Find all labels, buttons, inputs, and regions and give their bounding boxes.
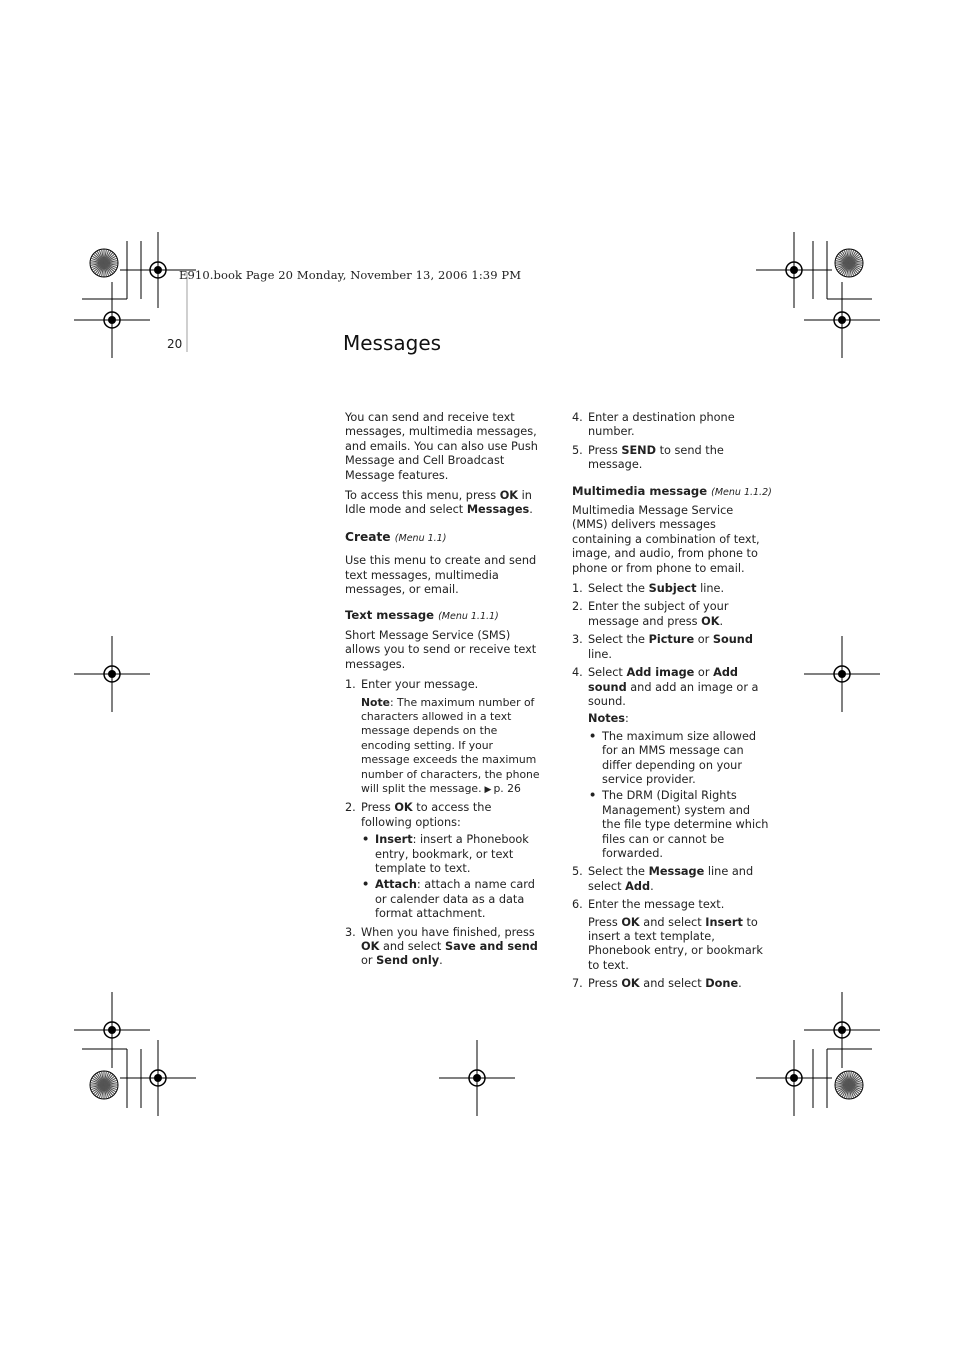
registration-dot [154, 266, 162, 274]
text: When you have finished, press [361, 925, 535, 939]
registration-dot [108, 1026, 116, 1034]
intro-paragraph: You can send and receive text messages, multimedia messages, and emails. You can also use Push Message and Cell Broadcast Message features. [345, 411, 538, 482]
text: and select [639, 977, 706, 991]
menu-messages: Messages [466, 503, 530, 517]
text: . [738, 977, 742, 991]
step-number: 3. [345, 925, 356, 939]
note-text: : The maximum number of characters allowed in a text message depends on the encoding setting. If your message exceeds the maximum number of characters, the phone will split the message. [361, 695, 540, 795]
text: to access the following options: [361, 801, 492, 829]
option-send-only: Send only [376, 954, 440, 968]
option-add: Add [625, 879, 651, 893]
text: Select [588, 666, 627, 680]
menu-ref: (Menu 1.1) [394, 532, 447, 544]
text: and add an image or a sound. [588, 680, 759, 708]
text: Press [361, 801, 395, 815]
option-done: Done [705, 977, 739, 991]
option-add-image: Add image [626, 666, 695, 680]
field-sound: Sound [712, 633, 753, 647]
step-item [572, 582, 772, 596]
text-message-steps [345, 678, 543, 969]
text: Press [588, 443, 622, 457]
step-item [572, 898, 772, 973]
key-ok: OK [361, 940, 380, 953]
note-item [588, 730, 772, 788]
text-message-steps-continued [572, 411, 772, 473]
note-item [588, 789, 772, 861]
file-info-header: E910.book Page 20 Monday, November 13, 2006 1:39 PM [179, 268, 522, 282]
step-number: 5. [572, 443, 583, 457]
create-description: Use this menu to create and send text messages, multimedia messages, or email. [345, 554, 537, 597]
bullet-icon: • [362, 878, 370, 892]
mms-steps [572, 582, 772, 992]
create-heading [345, 530, 543, 546]
text: Select the [588, 865, 649, 879]
key-ok: OK [701, 614, 720, 628]
key-ok: OK [621, 915, 640, 929]
step-number: 3. [572, 633, 583, 647]
option-add-sound: Add sound [588, 666, 738, 694]
text: line. [588, 647, 612, 661]
bullet-icon: • [589, 729, 597, 743]
heading-text: Multimedia message [572, 483, 708, 498]
page-reference: p. 26 [493, 781, 521, 795]
registration-dot [154, 1074, 162, 1082]
field-subject: Subject [648, 582, 697, 596]
registration-dot [838, 1026, 846, 1034]
text: in Idle mode and select [345, 489, 532, 517]
step-item [572, 600, 772, 629]
page-number: 20 [167, 337, 183, 351]
step-number: 1. [345, 678, 356, 692]
registration-dot [838, 316, 846, 324]
option-text: : attach a name card or calender data as a data format attachment. [375, 878, 535, 921]
notes-label: Notes [588, 712, 626, 726]
left-column [345, 411, 543, 973]
option-insert: Insert [705, 915, 743, 929]
step-item [345, 926, 543, 969]
step-item [572, 633, 772, 662]
note-label: Note [361, 695, 390, 709]
step-number: 7. [572, 977, 583, 991]
menu-ref: (Menu 1.1.1) [438, 611, 499, 623]
text: . [439, 954, 443, 968]
step-number: 2. [572, 600, 583, 614]
text: . [719, 614, 724, 628]
step-number: 5. [572, 865, 583, 879]
step-number: 2. [345, 801, 356, 815]
text: Select the [588, 582, 649, 596]
options-list [361, 833, 543, 921]
text: or [361, 954, 377, 968]
step-number: 4. [572, 666, 583, 680]
field-message: Message [648, 865, 705, 879]
text: Select the [588, 633, 649, 647]
option-save-and-send: Save and send [444, 940, 538, 953]
note-text: The DRM (Digital Rights Management) system and the file type determine which files can or cannot be forwarded. [602, 789, 769, 860]
registration-dot [473, 1074, 481, 1082]
text: Press [588, 977, 622, 991]
heading-text: Text message [345, 608, 435, 623]
option-label: Insert [375, 833, 413, 847]
registration-dot [108, 316, 116, 324]
bullet-icon: • [362, 833, 370, 847]
key-send: SEND [621, 443, 657, 457]
field-picture: Picture [648, 633, 695, 647]
key-ok: OK [394, 801, 413, 815]
step-detail [588, 916, 772, 974]
step-item [345, 678, 543, 797]
text-message-description: Short Message Service (SMS) allows you to send or receive text messages. [345, 628, 537, 671]
step-item [345, 801, 543, 921]
step-item [572, 444, 772, 473]
key-ok: OK [499, 489, 519, 503]
note [361, 696, 543, 798]
step-item [572, 666, 772, 861]
text: and select [639, 915, 706, 929]
text: . [529, 503, 533, 517]
option-label: Attach [375, 878, 417, 892]
step-item [572, 411, 772, 440]
heading-text: Create [345, 529, 391, 544]
bullet-icon: • [589, 789, 597, 803]
text: or [694, 633, 713, 647]
step-item [572, 865, 772, 894]
text: To access this menu, press [345, 489, 500, 503]
step-text: Enter your message. [361, 678, 479, 692]
note-text: The maximum size allowed for an MMS message can differ depending on your service provider. [602, 729, 757, 786]
page-title: Messages [343, 331, 442, 355]
text: to send the message. [588, 443, 724, 472]
notes-list [588, 730, 772, 862]
step-text: Enter a destination phone number. [588, 411, 735, 439]
text: to insert a text template, Phonebook entry, or bookmark to text. [588, 915, 763, 972]
text: Enter the subject of your message and press [588, 600, 729, 628]
text: and select [379, 940, 445, 953]
text-message-heading [345, 608, 543, 624]
multimedia-message-heading [572, 484, 772, 500]
option-item [361, 833, 543, 876]
option-text: : insert a Phonebook entry, bookmark, or text template to text. [375, 833, 529, 875]
text: Press [588, 915, 622, 929]
text: line and select [588, 865, 754, 893]
key-ok: OK [621, 977, 640, 991]
mms-description: Multimedia Message Service (MMS) delivers messages containing a combination of text, image, and audio, from phone to phone or from phone to email. [572, 504, 760, 575]
step-number: 1. [572, 582, 583, 596]
menu-ref: (Menu 1.1.2) [711, 486, 772, 498]
access-paragraph [345, 489, 543, 518]
step-number: 4. [572, 411, 583, 424]
registration-dot [108, 670, 116, 678]
step-text: Enter the message text. [588, 898, 725, 912]
arrow-right-icon: ▶ [484, 784, 492, 795]
registration-dot [790, 1074, 798, 1082]
registration-dot [838, 670, 846, 678]
step-number: 6. [572, 898, 583, 912]
step-item [572, 977, 772, 991]
text: line. [696, 582, 725, 596]
text: : [625, 712, 629, 726]
notes-heading [588, 712, 772, 726]
text: or [694, 666, 714, 680]
right-column [572, 411, 772, 996]
text: . [650, 879, 654, 893]
option-item [361, 878, 543, 921]
registration-dot [790, 266, 798, 274]
